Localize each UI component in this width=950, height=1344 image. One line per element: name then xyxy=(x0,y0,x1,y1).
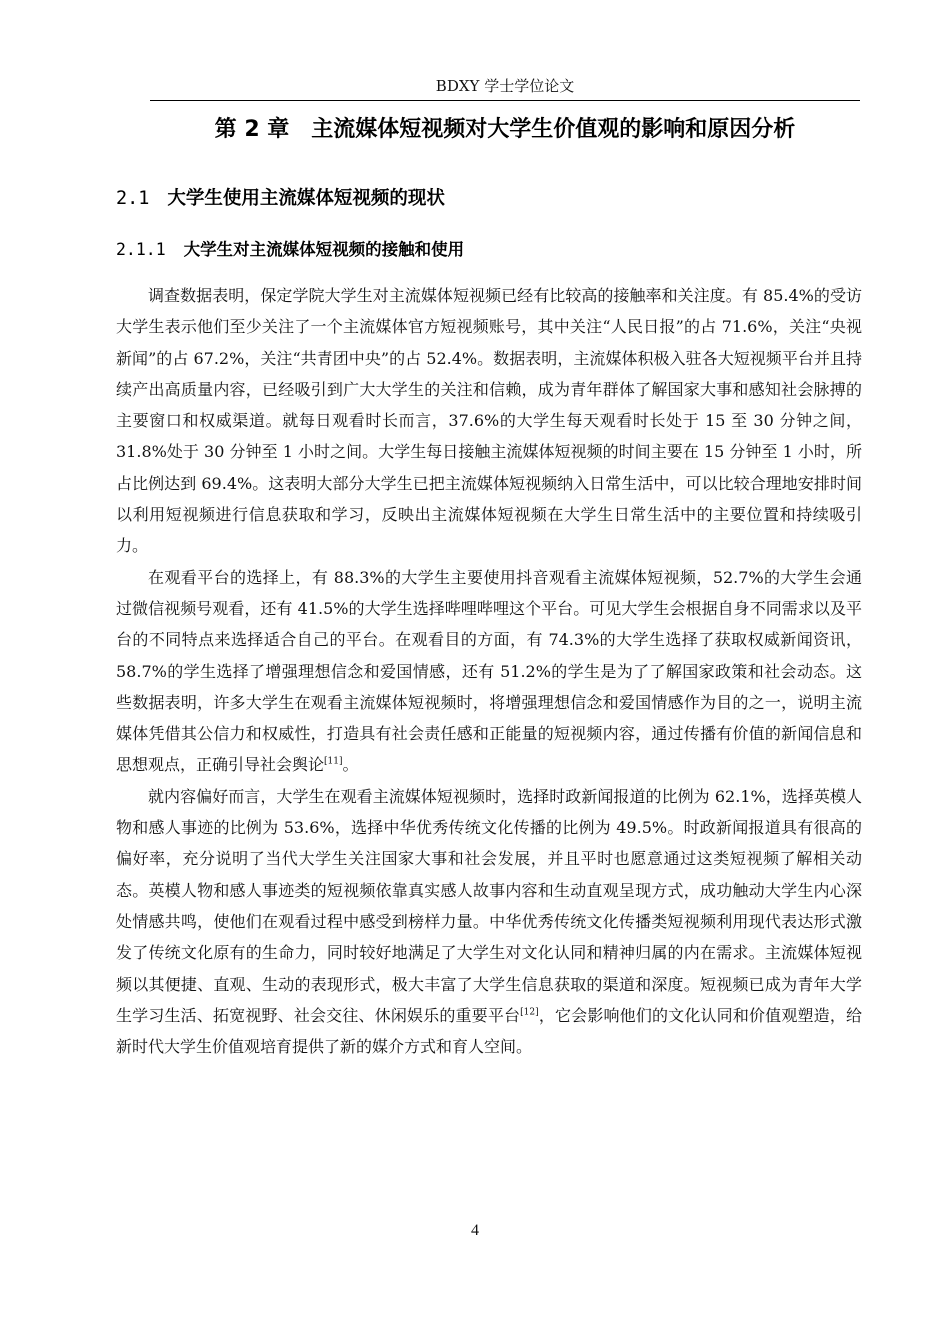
citation-reference: [12] xyxy=(520,1007,539,1018)
subsection-number: 2.1.1 xyxy=(116,240,166,259)
paragraph-tail: 。 xyxy=(342,755,359,775)
subsection-title: 大学生对主流媒体短视频的接触和使用 xyxy=(183,240,465,259)
paragraph xyxy=(116,562,862,781)
section-title: 大学生使用主流媒体短视频的现状 xyxy=(167,188,445,209)
section-heading xyxy=(116,182,445,216)
paragraph-tail: ，它会影响他们的文化认同和价值观塑造，给新时代大学生价值观培育提供了新的媒介方式和育人空间。 xyxy=(116,1005,862,1057)
paragraph-text: 就内容偏好而言，大学生在观看主流媒体短视频时，选择时政新闻报道的比例为 62.1%，选择英模人物和感人事迹的比例为 53.6%，选择中华优秀传统文化传播的比例为 49.5%。时政新闻报道具有很高的偏好率，充分说明了当代大学生关注国家大事和社会发展，并且平时也愿意通过这类短视频了解相关动态。英模人物和感人事迹类的短视频依靠真实感人故事内容和生动直观呈现方式，成功触动大学生内心深处情感共鸣，使他们在观看过程中感受到榜样力量。中华优秀传统文化传播类短视频利用现代表达形式激发了传统文化原有的生命力，同时较好地满足了大学生对文化认同和精神归属的内在需求。主流媒体短视频以其便捷、直观、生动的表现形式，极大丰富了大学生信息获取的渠道和深度。短视频已成为青年大学生学习生活、拓宽视野、社会交往、休闲娱乐的重要平台 xyxy=(116,786,862,1025)
paragraph xyxy=(116,781,862,1063)
paragraph-text: 调查数据表明，保定学院大学生对主流媒体短视频已经有比较高的接触率和关注度。有 85.4%的受访大学生表示他们至少关注了一个主流媒体官方短视频账号，其中关注“人民日报”的占 71.6%，关注“央视新闻”的占 67.2%，关注“共青团中央”的占 52.4%。数据表明，主流媒体积极入驻各大短视频平台并且持续产出高质量内容，已经吸引到广大大学生的关注和信赖，成为青年群体了解国家大事和感知社会脉搏的主要窗口和权威渠道。就每日观看时长而言，37.6%的大学生每天观看时长处于 15 至 30 分钟之间，31.8%处于 30 分钟至 1 小时之间。大学生每日接触主流媒体短视频的时间主要在 15 分钟至 1 小时，所占比例达到 69.4%。这表明大部分大学生已把主流媒体短视频纳入日常生活中，可以比较合理地安排时间以利用短视频进行信息获取和学习，反映出主流媒体短视频在大学生日常生活中的主要位置和持续吸引力。 xyxy=(116,286,862,556)
citation-reference: [11] xyxy=(324,757,343,768)
running-header: BDXY 学士学位论文 xyxy=(435,77,575,95)
subsection-heading xyxy=(116,234,464,266)
section-number: 2.1 xyxy=(116,188,150,209)
paragraph-text: 在观看平台的选择上，有 88.3%的大学生主要使用抖音观看主流媒体短视频，52.7%的大学生会通过微信视频号观看，还有 41.5%的大学生选择哔哩哔哩这个平台。可见大学生会根据自身不同需求以及平台的不同特点来选择适合自己的平台。在观看目的方面，有 74.3%的大学生选择了获取权威新闻资讯，58.7%的学生选择了增强理想信念和爱国情感，还有 51.2%的学生是为了了解国家政策和社会动态。这些数据表明，许多大学生在观看主流媒体短视频时，将增强理想信念和爱国情感作为目的之一，说明主流媒体凭借其公信力和权威性，打造具有社会责任感和正能量的短视频内容，通过传播有价值的新闻信息和思想观点，正确引导社会舆论 xyxy=(116,567,862,775)
header-rule xyxy=(150,100,860,101)
paragraph xyxy=(116,280,862,562)
body-text xyxy=(116,280,862,1062)
page-number: 4 xyxy=(471,1222,479,1239)
chapter-title: 第 2 章 主流媒体短视频对大学生价值观的影响和原因分析 xyxy=(214,117,796,142)
